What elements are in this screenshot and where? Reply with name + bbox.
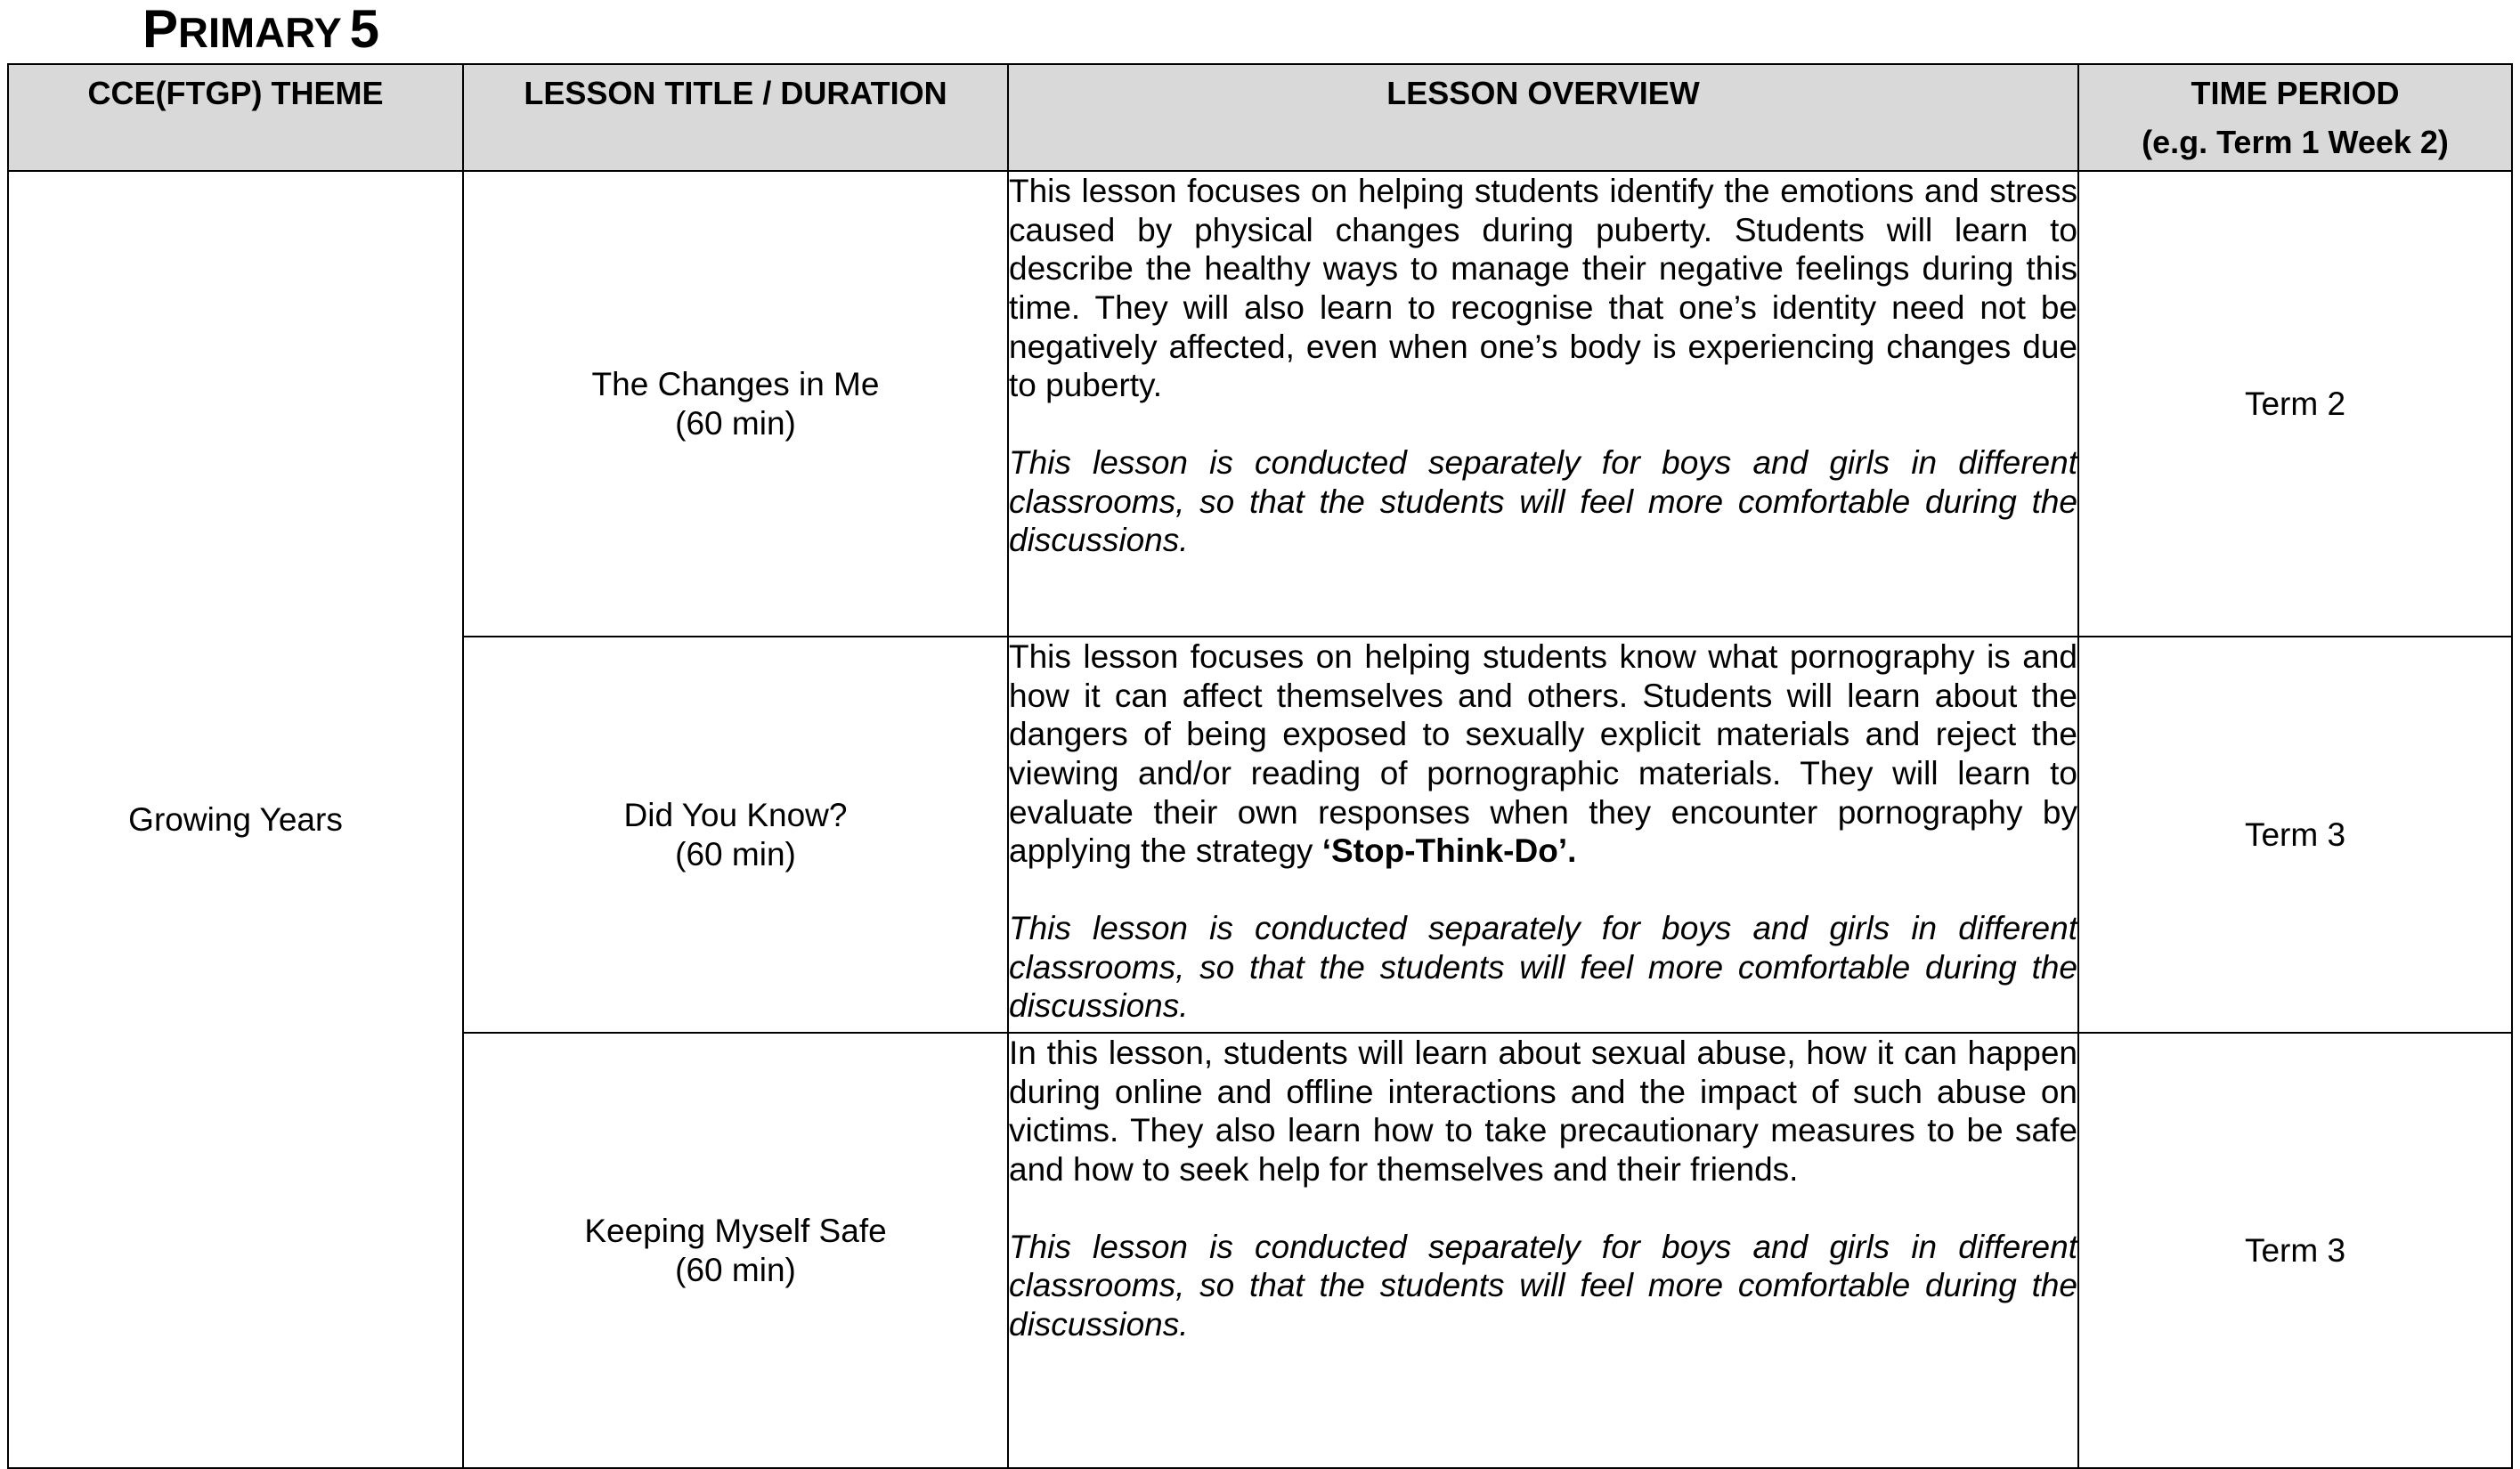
time-period-cell: Term 3	[2078, 1033, 2512, 1468]
page-title-rest: RIMARY	[178, 9, 342, 56]
lesson-overview-text: This lesson focuses on helping students identify the emotions and stress caused by physical changes during puberty. Students will learn to describe the healthy ways to manage their negative feelings during this time. They will also learn to recognise that one’s identity need not be negatively affected, even when one’s body is experiencing changes due to puberty.	[1009, 173, 2077, 404]
lesson-overview-cell	[1008, 637, 2078, 1033]
lesson-duration: (60 min)	[675, 404, 796, 442]
column-header-theme: CCE(FTGP) THEME	[8, 64, 463, 171]
lesson-title: Keeping Myself Safe	[584, 1212, 887, 1249]
page-title	[142, 2, 379, 57]
column-header-overview: LESSON OVERVIEW	[1008, 64, 2078, 171]
lesson-overview-note: This lesson is conducted separately for boys and girls in different classrooms, so that the students will feel more comfortable during the discussions.	[1009, 1228, 2077, 1343]
lesson-overview-paragraph	[1009, 637, 2077, 871]
lesson-duration: (60 min)	[675, 1251, 796, 1288]
page-title-number: 5	[349, 0, 379, 59]
time-period-cell: Term 3	[2078, 637, 2512, 1033]
page-title-initial: P	[142, 0, 179, 59]
lesson-overview-strategy: ‘Stop-Think-Do’.	[1321, 832, 1577, 870]
lesson-plan-table	[7, 63, 2513, 1469]
lesson-title-cell	[463, 1033, 1008, 1468]
theme-cell: Growing Years	[8, 171, 463, 1468]
lesson-overview-text: In this lesson, students will learn about sexual abuse, how it can happen during online and offline interactions and the impact of such abuse on victims. They also learn how to take precautionary measures to be safe and how to seek help for themselves and their friends.	[1009, 1035, 2077, 1188]
column-header-time-period-label: TIME PERIOD	[2191, 75, 2400, 111]
lesson-duration: (60 min)	[675, 835, 796, 872]
lesson-title-cell	[463, 171, 1008, 637]
lesson-title-cell	[463, 637, 1008, 1033]
lesson-title: The Changes in Me	[591, 365, 880, 402]
column-header-lesson-title: LESSON TITLE / DURATION	[463, 64, 1008, 171]
table-row	[8, 171, 2512, 637]
lesson-overview-note: This lesson is conducted separately for boys and girls in different classrooms, so that the students will feel more comfortable during the discussions.	[1009, 909, 2077, 1025]
time-period-cell: Term 2	[2078, 171, 2512, 637]
lesson-title: Did You Know?	[623, 796, 848, 833]
lesson-overview-cell	[1008, 1033, 2078, 1468]
column-header-time-period	[2078, 64, 2512, 171]
lesson-overview-note: This lesson is conducted separately for boys and girls in different classrooms, so that the students will feel more comfortable during the discussions.	[1009, 443, 2077, 559]
column-header-time-period-example: (e.g. Term 1 Week 2)	[2142, 124, 2449, 160]
lesson-overview-text: This lesson focuses on helping students know what pornography is and how it can affect themselves and others. Students will learn about the dangers of being exposed to sexually explicit materials and reject the viewing and/or reading of pornographic materials. They will learn to evaluate their own responses when they encounter pornography by applying the strategy	[1009, 638, 2077, 870]
table-header-row	[8, 64, 2512, 171]
lesson-overview-cell	[1008, 171, 2078, 637]
